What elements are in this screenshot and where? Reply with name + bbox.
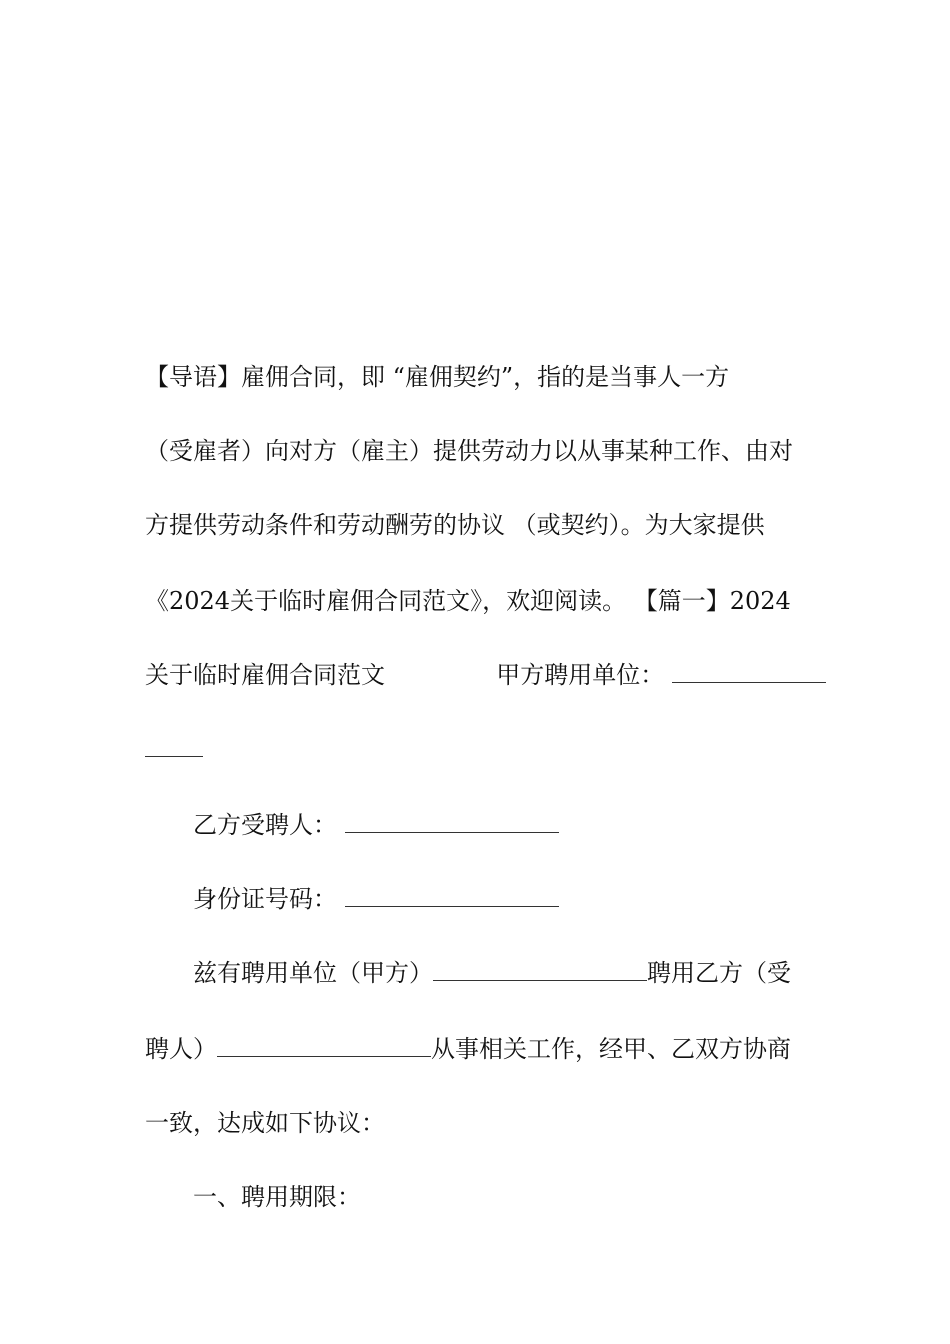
intro-text-4: 《2024关于临时雇佣合同范文》，欢迎阅读。 【篇一】2024: [145, 587, 791, 615]
section-1-heading: [193, 1182, 805, 1212]
paragraph-l2-start: 聘人）: [145, 1035, 217, 1063]
employee-blank: [217, 1036, 431, 1057]
paragraph-line-2: [145, 1034, 805, 1064]
hiring-unit-blank: [433, 960, 647, 981]
id-number-label: 身份证号码：: [193, 885, 337, 913]
article-title: 关于临时雇佣合同范文: [145, 661, 385, 689]
intro-line-5: [145, 660, 805, 690]
party-a-blank-1: [672, 662, 826, 683]
intro-line-1: [145, 362, 805, 392]
paragraph-line-3: [145, 1108, 805, 1138]
paragraph-hire: 聘用乙方（受: [647, 959, 791, 987]
party-b-line: [193, 810, 805, 840]
paragraph-l2-end: 从事相关工作，经甲、乙双方协商: [431, 1035, 791, 1063]
paragraph-start: 兹有聘用单位（甲方）: [193, 959, 433, 987]
intro-text-1: 【导语】雇佣合同，即 “雇佣契约”，指的是当事人一方: [145, 363, 730, 391]
intro-line-3: [145, 510, 805, 540]
id-number-blank: [345, 886, 559, 907]
party-a-blank-line: [145, 734, 805, 764]
intro-line-2: [145, 436, 805, 466]
intro-text-2: （受雇者）向对方（雇主）提供劳动力以从事某种工作、由对: [145, 437, 793, 465]
intro-text-3: 方提供劳动条件和劳动酬劳的协议 （或契约）。为大家提供: [145, 511, 765, 539]
party-a-blank-2: [145, 736, 203, 757]
paragraph-line-1: [193, 958, 805, 988]
intro-line-4: [145, 586, 805, 616]
party-b-label: 乙方受聘人：: [193, 811, 337, 839]
paragraph-l3: 一致，达成如下协议：: [145, 1109, 385, 1137]
party-a-label: 甲方聘用单位：: [496, 661, 665, 689]
id-number-line: [193, 884, 805, 914]
party-b-blank: [345, 812, 559, 833]
section-1-text: 一、聘用期限：: [193, 1183, 361, 1211]
